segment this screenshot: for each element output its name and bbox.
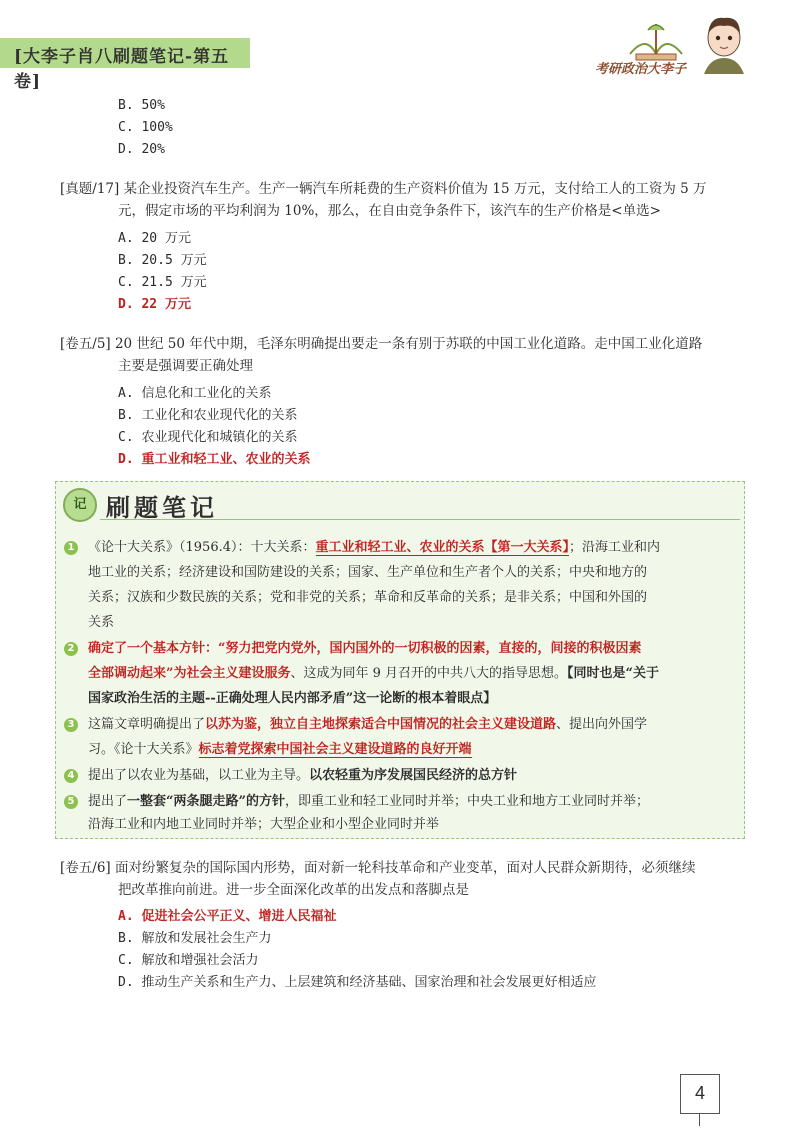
- question-1-text-2: 元，假定市场的平均利润为 10%，那么，在自由竞争条件下，该汽车的生产价格是<单选>: [118, 203, 661, 219]
- question-3-text-1: 面对纷繁复杂的国际国内形势，面对新一轮科技革命和产业变革，面对人民群众新期待，必须继续: [114, 860, 696, 876]
- note-highlight: 全部调动起来”为社会主义建设服务: [88, 666, 291, 681]
- note-highlight: 标志着党探索中国社会主义建设道路的良好开端: [198, 742, 472, 757]
- header-title: [大李子肖八刷题笔记-第五卷]: [14, 47, 230, 92]
- note-item-1-line-4: 关系: [88, 615, 115, 630]
- note-text: 、提出向外国学: [556, 717, 648, 732]
- note-item-4-number: 4: [64, 769, 78, 783]
- question-2-option-c: C. 农业现代化和城镇化的关系: [118, 430, 298, 445]
- note-bold: 【同时也是“关于: [567, 666, 660, 681]
- question-3-option-b: B. 解放和发展社会生产力: [118, 931, 272, 946]
- question-1-answer: D. 22 万元: [118, 297, 191, 312]
- question-2-option-a: A. 信息化和工业化的关系: [118, 386, 272, 401]
- note-icon: 记: [63, 488, 97, 522]
- note-text: 提出了: [88, 794, 128, 809]
- question-1-line-1: [60, 178, 745, 200]
- note-item-1-number: 1: [64, 541, 78, 555]
- header-banner: [0, 38, 250, 92]
- prev-option-d: D. 20%: [118, 142, 165, 157]
- question-3-option-d: D. 推动生产关系和生产力、上层建筑和经济基础、国家治理和社会发展更好相适应: [118, 975, 597, 990]
- note-item-1-line-1: [88, 537, 660, 559]
- note-text: 这篇文章明确提出了: [88, 717, 206, 732]
- note-item-1-line-2: 地工业的关系；经济建设和国防建设的关系；国家、生产单位和生产者个人的关系；中央和地方的: [88, 565, 648, 580]
- question-2-line-1: [60, 333, 745, 355]
- note-title: 刷题笔记: [106, 494, 218, 522]
- question-2-answer: D. 重工业和轻工业、农业的关系: [118, 452, 311, 467]
- question-3-option-c: C. 解放和增强社会活力: [118, 953, 259, 968]
- note-item-3-line-2: [88, 739, 472, 761]
- note-highlight: 以苏为鉴，独立自主地探索适合中国情况的社会主义建设道路: [205, 717, 557, 732]
- note-divider: [100, 519, 740, 520]
- question-3-line-1: [60, 857, 745, 879]
- brand-name: 考研政治大李子: [595, 62, 687, 77]
- note-text: 《论十大关系》（1956.4）：十大关系：: [88, 540, 316, 555]
- question-3-answer: A. 促进社会公平正义、增进人民福祉: [118, 909, 337, 924]
- question-3-text-2: 把改革推向前进。进一步全面深化改革的出发点和落脚点是: [118, 882, 469, 898]
- note-bold: 以农轻重为序发展国民经济的总方针: [309, 768, 518, 783]
- question-1-tag: [真题/17]: [60, 181, 120, 197]
- question-2-text-1: 20 世纪 50 年代中期，毛泽东明确提出要走一条有别于苏联的中国工业化道路。走中国工业化道路: [114, 336, 703, 352]
- note-bold: 一整套“两条腿走路”的方针: [127, 794, 285, 809]
- note-item-3-line-1: [88, 714, 647, 736]
- note-item-4-line-1: [88, 765, 517, 787]
- note-item-5-line-2: 沿海工业和内地工业同时并举；大型企业和小型企业同时并举: [88, 817, 440, 832]
- note-highlight: 重工业和轻工业、农业的关系【第一大关系】: [315, 540, 570, 555]
- page-number: 4: [680, 1074, 720, 1114]
- prev-option-c: C. 100%: [118, 120, 173, 135]
- note-item-5-number: 5: [64, 795, 78, 809]
- question-1-text-1: 某企业投资汽车生产。生产一辆汽车所耗费的生产资料价值为 15 万元，支付给工人的工资为 5 万: [123, 181, 707, 197]
- note-item-3-number: 3: [64, 718, 78, 732]
- note-item-2-line-3: 国家政治生活的主题--正确处理人民内部矛盾”这一论断的根本着眼点】: [88, 691, 497, 706]
- note-item-2-number: 2: [64, 642, 78, 656]
- note-text: ；沿海工业和内: [569, 540, 661, 555]
- note-item-2-line-2: [88, 663, 659, 685]
- avatar: [700, 14, 748, 74]
- question-2-text-2: 主要是强调要正确处理: [118, 358, 253, 374]
- prev-option-b: B. 50%: [118, 98, 165, 113]
- note-item-1-line-3: 关系；汉族和少数民族的关系；党和非党的关系；革命和反革命的关系；是非关系；中国和外国的: [88, 590, 648, 605]
- question-1-option-b: B. 20.5 万元: [118, 253, 207, 268]
- question-2-tag: [卷五/5]: [60, 336, 111, 352]
- note-text: ，即重工业和轻工业同时并举；中央工业和地方工业同时并举；: [284, 794, 649, 809]
- question-3-tag: [卷五/6]: [60, 860, 111, 876]
- note-text: 提出了以农业为基础，以工业为主导。: [88, 768, 310, 783]
- note-text: 习。《论十大关系》: [88, 742, 199, 757]
- question-1-option-a: A. 20 万元: [118, 231, 191, 246]
- question-2-option-b: B. 工业化和农业现代化的关系: [118, 408, 298, 423]
- question-1-option-c: C. 21.5 万元: [118, 275, 207, 290]
- note-text: 、这成为同年 9 月召开的中共八大的指导思想。: [290, 666, 568, 681]
- note-item-5-line-1: [88, 791, 649, 813]
- note-item-2-line-1: 确定了一个基本方针：“努力把党内党外，国内国外的一切积极的因素，直接的，间接的积极因素: [88, 641, 642, 656]
